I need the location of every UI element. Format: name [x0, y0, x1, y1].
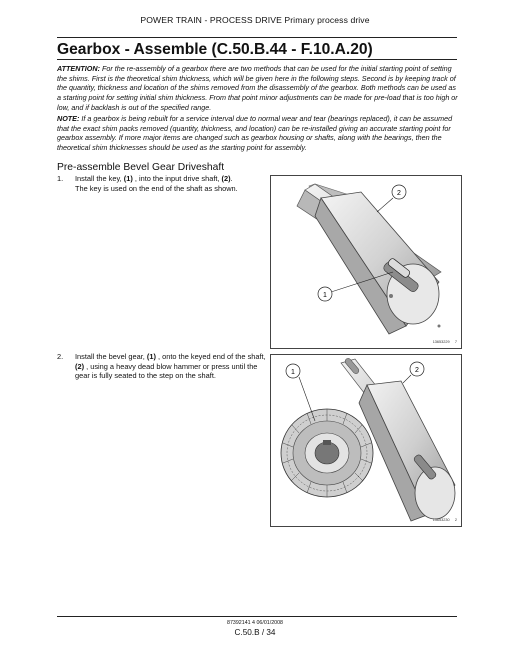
note-paragraph [57, 114, 459, 153]
callout-2-label: 2 [415, 367, 419, 374]
subsection-title: Pre-assemble Bevel Gear Driveshaft [57, 162, 225, 173]
callout-1-label: 1 [323, 292, 327, 299]
step-number: 1. [57, 174, 64, 183]
step-text-part: , onto the keyed end of the shaft, [155, 352, 266, 361]
figure-code [433, 340, 457, 344]
step-text-part: . [230, 174, 233, 183]
shaft-with-key-illustration [271, 176, 461, 348]
attention-label: ATTENTION: [57, 64, 100, 73]
title-rule-top [57, 37, 457, 38]
part-ref-key: (1) [123, 174, 133, 183]
page-title: Gearbox - Assemble (C.50.B.44 - F.10.A.20) [57, 41, 373, 58]
bevel-gear-drawing [281, 409, 373, 497]
footer-doc-ref: 87392141 4 06/01/2008 [227, 620, 283, 626]
step-text-part: Install the key, [75, 174, 124, 183]
step-text-part: The key is used on the end of the shaft as shown. [75, 183, 238, 193]
figure-page-ref: 7 [454, 340, 457, 344]
attention-paragraph [57, 64, 459, 113]
part-ref-shaft: (2) [221, 174, 231, 183]
figure-2 [270, 354, 462, 527]
note-text: If a gearbox is being rebuilt for a service interval due to normal wear and tear (bearings replaced), it can be assumed that the exact shim packs removed (quantity, thickness, and location) can be re-installed giving an accurate starting point for gearbox assembly. If more major items are changed such as gearbox housing or shafts, along with the bearings, then the theoretical shim thicknesses should be used as the starting point for assembly. [57, 114, 453, 153]
part-ref-gear: (1) [146, 352, 156, 361]
attention-text: For the re-assembly of a gearbox there are two methods that can be used for the initial starting point of setting the shims. First is the theoretical shim thickness, which will be given here in the following steps. Second is by keeping track of the quantity, thickness and location of the shims removed from the disassembly of the gearbox. Both methods can be used as a starting point for setting initial shim thickness. From that point minor adjustments can be made for pre-load that is too high or low, and if backlash is out of the specified range. [57, 64, 458, 112]
bevel-gear-shaft-illustration [271, 355, 461, 526]
step-text [75, 174, 273, 193]
figure-1 [270, 175, 462, 349]
running-header: POWER TRAIN - PROCESS DRIVE Primary process drive [140, 15, 370, 25]
callout-2-label: 2 [397, 190, 401, 197]
footer-page-number: C.50.B / 34 [234, 628, 276, 637]
figure-code [433, 518, 457, 522]
step-text-part: , into the input drive shaft, [132, 174, 222, 183]
figure-page-ref: 2 [454, 518, 457, 522]
figure-code-number: 13653230 [432, 518, 450, 522]
part-ref-shaft: (2) [75, 361, 85, 371]
step-number: 2. [57, 352, 64, 361]
step-text [75, 352, 273, 381]
step-text-part: Install the bevel gear, [75, 352, 147, 361]
note-label: NOTE: [57, 114, 80, 123]
figure-code-number: 13653229 [432, 340, 450, 344]
footer-rule [57, 616, 457, 617]
title-rule-bottom [57, 59, 457, 60]
callout-1-label: 1 [291, 369, 295, 376]
step-text-part: , using a heavy dead blow hammer or press until the gear is fully seated to the step on the shaft. [75, 361, 258, 381]
